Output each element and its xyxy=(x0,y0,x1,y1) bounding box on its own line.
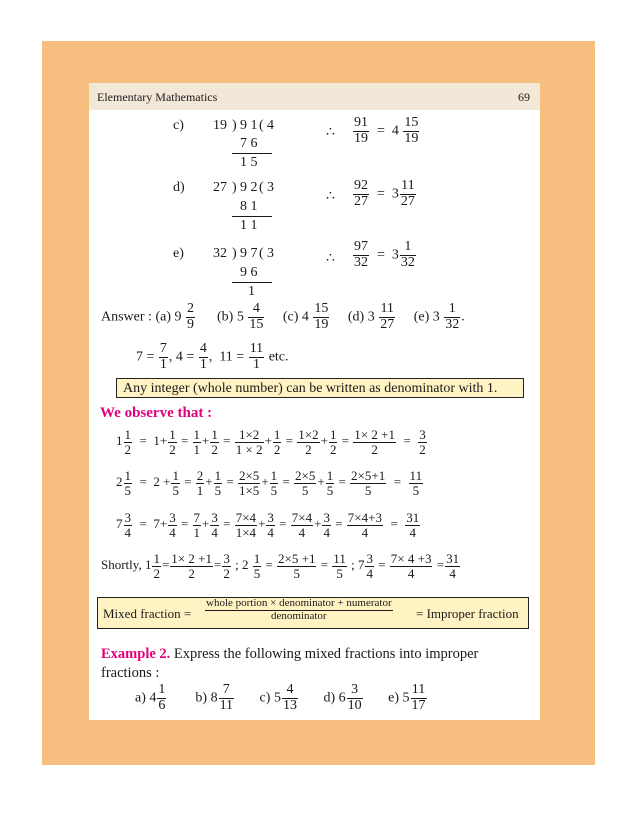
fraction-denominator: 27 xyxy=(380,316,395,332)
fraction-numerator: 2 xyxy=(186,301,194,316)
item-label: e) xyxy=(173,246,184,261)
observe-heading: We observe that : xyxy=(100,405,213,421)
fraction-denominator: 11 xyxy=(219,697,234,713)
fraction-denominator: 1 xyxy=(193,441,201,457)
result-equation xyxy=(352,116,420,146)
bracket-right: ( xyxy=(259,180,264,195)
fraction-denominator: 2 xyxy=(371,441,378,457)
fraction-numerator: 2×5 xyxy=(238,468,260,483)
whole-part: 3 xyxy=(391,247,399,263)
equals-sign: = xyxy=(377,186,385,202)
dividend: 9 7 xyxy=(240,246,258,261)
fraction-numerator: 11 xyxy=(409,468,423,483)
fraction-numerator: 1 xyxy=(169,427,176,442)
sum-lhs: 1+ xyxy=(153,433,168,449)
fraction-denominator: 4 xyxy=(124,524,131,540)
integer-lhs: 7 = xyxy=(136,349,155,365)
equals-sign: = xyxy=(184,474,192,490)
fraction-denominator: 17 xyxy=(411,697,426,713)
bracket-right: ( xyxy=(259,118,264,133)
item-label: c) xyxy=(173,118,184,133)
example-item-label: d) xyxy=(323,690,336,706)
mixed-fraction-formula-box xyxy=(97,597,529,629)
fraction-denominator: 2 xyxy=(153,565,160,581)
shortly-prefix: Shortly, xyxy=(101,557,142,573)
example-item-label: a) xyxy=(135,690,146,706)
division-rule xyxy=(232,216,272,217)
product: 9 6 xyxy=(240,265,258,280)
answer-prefix: Answer : xyxy=(101,309,152,325)
fraction-numerator: 7×4 xyxy=(235,510,257,525)
fraction-denominator: 2 xyxy=(273,441,281,457)
fraction-numerator: 3 xyxy=(124,510,131,525)
equals-sign: = xyxy=(223,433,231,449)
example-text: Express the following mixed fractions into improper xyxy=(173,646,479,662)
etc-text: etc. xyxy=(268,349,289,365)
fraction-denominator: 15 xyxy=(249,316,264,332)
fraction-denominator: 5 xyxy=(253,565,261,581)
fraction-denominator: 4 xyxy=(449,565,456,581)
equals-sign: = xyxy=(390,516,398,532)
remainder: 1 1 xyxy=(240,218,258,233)
page-number: 69 xyxy=(518,90,530,104)
integer-note-box: Any integer (whole number) can be written as denominator with 1. xyxy=(116,378,524,398)
therefore-symbol: ∴ xyxy=(326,125,335,140)
fraction-numerator: 4 xyxy=(199,341,207,356)
example-items xyxy=(135,683,428,713)
sum-lhs: 2 + xyxy=(153,474,171,490)
fraction-numerator: 1 xyxy=(400,240,416,256)
fraction-numerator: 1 xyxy=(329,427,337,442)
whole-part: 1 xyxy=(144,557,152,573)
fraction-numerator: 1 xyxy=(444,302,460,318)
shortly-line: Shortly, 1 $\frac{1}{2}$ = $\frac{1\times 2 +1}{2}$ = $\frac{3}{2}$ ; 2 $\frac{1}{5}$ = $\frac{2\times 5 +1}{5}$ = $\frac{11}{5}$ ; 7 $\frac{3}{4}$ = $\frac{7\times 4 +3}{4}$ = $\frac{31}{4}$ xyxy=(101,551,460,581)
product: 7 6 xyxy=(240,136,258,151)
fraction-numerator: 11 xyxy=(401,178,415,193)
fraction-numerator: 3 xyxy=(419,427,426,442)
equals-sign: = xyxy=(377,247,385,263)
fraction-denominator: 1 xyxy=(199,356,207,372)
fraction-denominator: 5 xyxy=(214,482,222,498)
fraction-denominator: 19 xyxy=(404,130,419,146)
whole-part: 3 xyxy=(391,186,399,202)
therefore-symbol: ∴ xyxy=(326,189,335,204)
fraction-denominator: 9 xyxy=(186,316,194,332)
fraction-denominator: 1 xyxy=(159,356,167,372)
whole-part: 4 xyxy=(149,690,157,706)
whole-part: 2 xyxy=(116,474,123,490)
formula-lhs: Mixed fraction = xyxy=(103,606,192,621)
answer-line xyxy=(101,302,465,332)
bracket-left: ) xyxy=(232,118,237,133)
fraction-denominator: 13 xyxy=(282,697,297,713)
fraction-denominator: 2 xyxy=(223,565,230,581)
fraction-denominator: 2 xyxy=(211,441,218,457)
fraction-denominator: 19 xyxy=(354,130,368,146)
equals-sign: = xyxy=(226,474,234,490)
fraction-numerator: 7× 4 +3 xyxy=(390,551,432,566)
divisor: 27 xyxy=(213,180,227,195)
fraction-numerator: 15 xyxy=(314,301,329,316)
equals-sign: = xyxy=(338,474,346,490)
fraction-numerator: 1 xyxy=(214,468,222,483)
formula-fraction xyxy=(204,598,394,622)
fraction-numerator: 3 xyxy=(267,510,274,525)
fraction-denominator: denominator xyxy=(271,609,327,622)
separator: ; xyxy=(235,557,239,573)
fraction-denominator: 2 xyxy=(305,441,312,457)
fraction-denominator: 2 xyxy=(169,441,176,457)
fraction-denominator: 4 xyxy=(409,524,417,540)
fraction-numerator: 3 xyxy=(211,510,218,525)
fraction-denominator: 5 xyxy=(326,482,334,498)
fraction-numerator: 1× 2 +1 xyxy=(354,427,395,442)
fraction-numerator: 3 xyxy=(323,510,330,525)
fraction-numerator: 91 xyxy=(354,115,368,130)
equals-sign: = xyxy=(180,516,189,532)
fraction-denominator: 5 xyxy=(364,482,372,498)
fraction-denominator: 4 xyxy=(361,524,369,540)
answer-label: (e) xyxy=(413,309,430,325)
answer-whole: 3 xyxy=(367,309,375,325)
example-item-label: b) xyxy=(195,690,208,706)
example-label: Example 2. xyxy=(101,646,171,662)
answer-end: . xyxy=(461,309,465,325)
therefore-symbol: ∴ xyxy=(326,251,335,266)
fraction-denominator: 4 xyxy=(366,565,373,581)
dividend: 9 1 xyxy=(240,118,258,133)
example-heading xyxy=(101,646,478,663)
whole-part: 5 xyxy=(273,690,281,706)
example-item-label: c) xyxy=(259,690,271,706)
equals-sign: = xyxy=(282,474,290,490)
dividend: 9 2 xyxy=(240,180,258,195)
integer-lhs: 11 = xyxy=(219,349,245,365)
fraction-numerator: 11 xyxy=(333,551,346,566)
fraction-numerator: whole portion × denominator + numerator xyxy=(206,597,392,609)
equals-sign: = xyxy=(403,433,411,449)
item-label: d) xyxy=(173,180,185,195)
product: 8 1 xyxy=(240,199,258,214)
fraction-numerator: 3 xyxy=(169,510,176,525)
whole-part: 6 xyxy=(338,690,346,706)
fraction-denominator: 5 xyxy=(336,565,343,581)
observation-row-3: 7 $\frac{3}{4}$ = 7+ $\frac{3}{4}$ = $\frac{7}{1}$ + $\frac{3}{4}$ = $\frac{7\times 4}{1\times 4}$ + $\frac{3}{4}$ = $\frac{7\times 4}{4}$ + $\frac{3}{4}$ = $\frac{7\times 4+3}{4}$ = $\frac{31}{4}$ xyxy=(116,510,420,540)
answer-whole: 4 xyxy=(301,309,309,325)
equals-sign: = xyxy=(285,433,293,449)
equals-sign: = xyxy=(139,474,147,490)
fraction-numerator: 11 xyxy=(411,682,426,697)
fraction-denominator: 1 × 2 xyxy=(235,441,263,457)
sum-lhs: 7+ xyxy=(153,516,168,532)
fraction-numerator: 7 xyxy=(159,341,167,356)
fraction-denominator: 2 xyxy=(188,565,195,581)
bracket-left: ) xyxy=(232,180,237,195)
fraction-denominator: 1 xyxy=(252,356,260,372)
fraction-numerator: 1 xyxy=(193,427,201,442)
fraction-denominator: 10 xyxy=(347,697,362,713)
fraction-denominator: 1 xyxy=(196,482,204,498)
integer-lhs: 4 = xyxy=(175,349,195,365)
separator: , xyxy=(208,349,213,365)
fraction-numerator: 2×5 +1 xyxy=(278,551,316,566)
whole-part: 7 xyxy=(357,557,365,573)
fraction-numerator: 92 xyxy=(354,178,368,193)
fraction-denominator: 5 xyxy=(172,482,179,498)
fraction-numerator: 1 xyxy=(153,551,160,566)
fraction-denominator: 5 xyxy=(301,482,309,498)
whole-part: 4 xyxy=(391,123,399,139)
example-text-line2: fractions : xyxy=(101,665,160,681)
fraction-denominator: 4 xyxy=(169,524,176,540)
equals-sign: = xyxy=(377,123,385,139)
fraction-numerator: 1 xyxy=(253,551,261,566)
fraction-numerator: 1 xyxy=(158,682,166,697)
fraction-denominator: 5 xyxy=(293,565,300,581)
equals-sign: = xyxy=(279,516,287,532)
fraction-denominator: 5 xyxy=(124,482,131,498)
fraction-numerator: 2×5+1 xyxy=(351,468,386,483)
book-title: Elementary Mathematics xyxy=(97,90,218,104)
fraction-denominator: 2 xyxy=(419,441,426,457)
division-rule xyxy=(232,282,272,283)
fraction-denominator: 4 xyxy=(323,524,330,540)
fraction-numerator: 3 xyxy=(347,683,363,699)
fraction-denominator: 2 xyxy=(124,441,131,457)
fraction-numerator: 4 xyxy=(282,683,298,699)
equals-sign: = xyxy=(180,433,189,449)
separator: ; xyxy=(351,557,355,573)
equals-sign: = xyxy=(139,516,147,532)
answer-label: (c) xyxy=(282,309,299,325)
whole-part: 7 xyxy=(116,516,123,532)
equals-sign: = xyxy=(393,474,402,490)
fraction-numerator: 7×4 xyxy=(291,510,313,525)
fraction-denominator: 27 xyxy=(354,193,368,209)
fraction-numerator: 11 xyxy=(249,341,264,356)
fraction-numerator: 3 xyxy=(223,551,230,566)
fraction-denominator: 1 xyxy=(193,524,201,540)
equals-sign: = xyxy=(139,433,147,449)
fraction-numerator: 1 xyxy=(273,427,281,442)
whole-part: 8 xyxy=(210,690,218,706)
answer-whole: 5 xyxy=(236,309,244,325)
observation-row-1: 1 $\frac{1}{2}$ = 1+ $\frac{1}{2}$ = $\frac{1}{1}$ + $\frac{1}{2}$ = $\frac{1\times 2}{1 \times 2}$ + $\frac{1}{2}$ = $\frac{1\times 2}{2}$ + $\frac{1}{2}$ = $\frac{1\times 2 +1}{2}$ = $\frac{3}{2}$ xyxy=(116,427,426,457)
equals-sign: = xyxy=(341,433,350,449)
fraction-numerator: 7 xyxy=(219,683,234,699)
fraction-numerator: 4 xyxy=(248,302,264,318)
fraction-denominator: 1×4 xyxy=(235,524,257,540)
fraction-numerator: 1×2 xyxy=(298,427,319,442)
fraction-numerator: 2 xyxy=(196,468,204,483)
observation-row-2: 2 $\frac{1}{5}$ = 2 + $\frac{1}{5}$ = $\frac{2}{1}$ + $\frac{1}{5}$ = $\frac{2\times 5}{1\times 5}$ + $\frac{1}{5}$ = $\frac{2\times 5}{5}$ + $\frac{1}{5}$ = $\frac{2\times 5+1}{5}$ = $\frac{11}{5}$ xyxy=(116,468,423,498)
fraction-denominator: 5 xyxy=(270,482,278,498)
fraction-numerator: 7×4+3 xyxy=(347,510,382,525)
fraction-denominator: 32 xyxy=(445,316,460,332)
fraction-denominator: 32 xyxy=(354,254,368,270)
whole-part: 5 xyxy=(402,690,410,706)
formula-rhs: = Improper fraction xyxy=(416,606,519,621)
bracket-left: ) xyxy=(232,246,237,261)
equals-sign: = xyxy=(223,516,231,532)
fraction-numerator: 1 xyxy=(172,468,179,483)
fraction-denominator: 27 xyxy=(400,193,415,209)
quotient: 3 xyxy=(267,180,274,195)
answer-label: (a) xyxy=(155,309,171,325)
fraction-denominator: 19 xyxy=(314,316,329,332)
fraction-denominator: 2 xyxy=(329,441,337,457)
fraction-numerator: 1 xyxy=(124,427,131,442)
fraction-numerator: 3 xyxy=(366,551,373,566)
equals-sign: = xyxy=(335,516,343,532)
fraction-numerator: 97 xyxy=(354,239,368,254)
fraction-numerator: 31 xyxy=(406,510,420,525)
division-rule xyxy=(232,153,272,154)
answer-label: (b) xyxy=(216,309,234,325)
fraction-numerator: 1×2 xyxy=(235,428,264,443)
answer-whole: 9 xyxy=(174,309,182,325)
integers-line xyxy=(136,342,289,372)
fraction-denominator: 4 xyxy=(267,524,274,540)
fraction-numerator: 1 xyxy=(270,468,278,483)
remainder: 1 5 xyxy=(240,155,258,170)
fraction-denominator: 32 xyxy=(400,254,415,270)
remainder: 1 xyxy=(248,284,255,299)
fraction-denominator: 4 xyxy=(407,565,415,581)
fraction-denominator: 5 xyxy=(412,482,420,498)
whole-part: 1 xyxy=(116,433,123,449)
example-item-label: e) xyxy=(388,690,399,706)
divisor: 32 xyxy=(213,246,227,261)
divisor: 19 xyxy=(213,118,227,133)
separator: , xyxy=(168,349,173,365)
fraction-numerator: 7 xyxy=(193,510,201,525)
fraction-denominator: 1×5 xyxy=(238,482,260,498)
fraction-denominator: 6 xyxy=(158,697,166,713)
result-equation xyxy=(352,240,417,270)
fraction-numerator: 1 xyxy=(211,427,218,442)
fraction-denominator: 4 xyxy=(298,524,306,540)
fraction-numerator: 1 xyxy=(124,468,131,483)
result-equation xyxy=(352,179,417,209)
bracket-right: ( xyxy=(259,246,264,261)
fraction-numerator: 1 xyxy=(326,468,334,483)
answer-whole: 3 xyxy=(432,309,440,325)
answer-label: (d) xyxy=(347,309,365,325)
quotient: 4 xyxy=(267,118,274,133)
fraction-numerator: 1× 2 +1 xyxy=(171,551,212,566)
fraction-denominator: 4 xyxy=(211,524,218,540)
page-header xyxy=(89,83,540,110)
fraction-numerator: 2×5 xyxy=(295,468,316,483)
whole-part: 2 xyxy=(241,557,249,573)
fraction-numerator: 31 xyxy=(446,551,460,566)
quotient: 3 xyxy=(267,246,274,261)
fraction-numerator: 11 xyxy=(380,301,394,316)
fraction-numerator: 15 xyxy=(404,115,419,130)
